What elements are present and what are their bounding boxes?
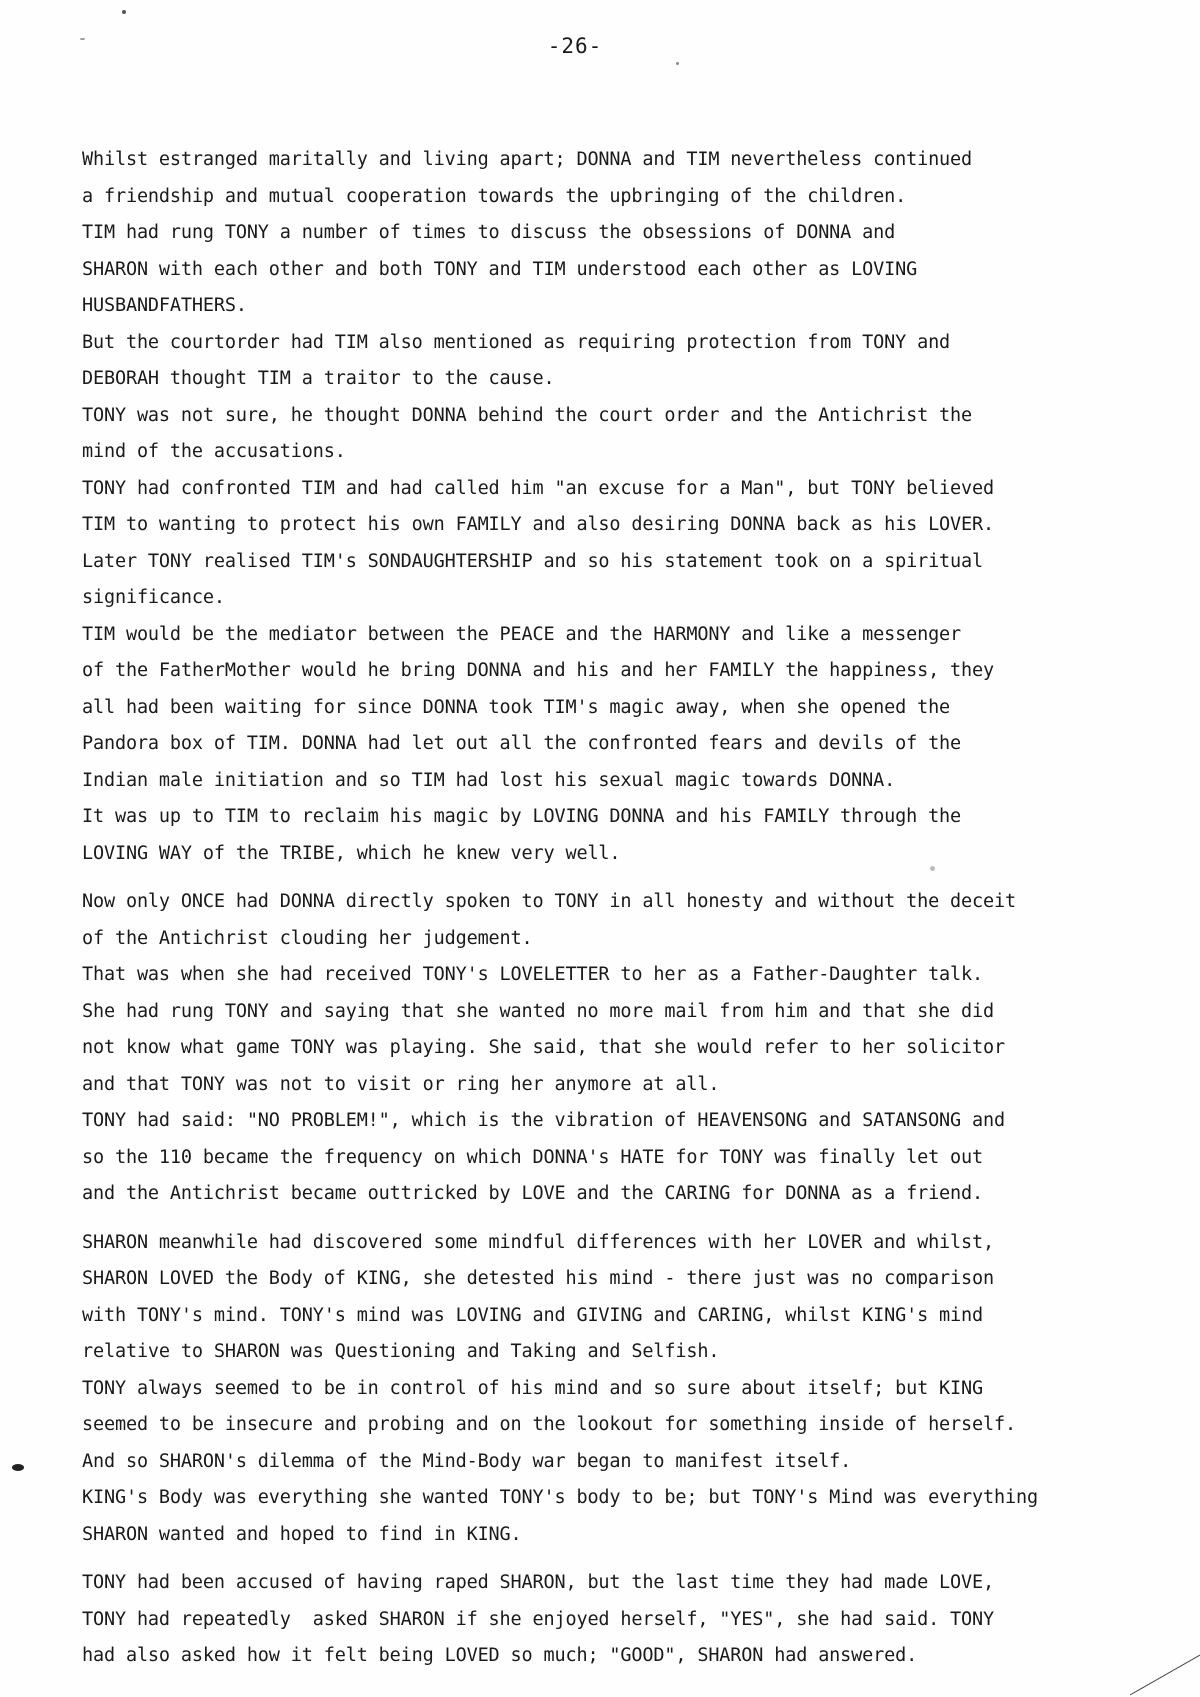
text-line: TONY always seemed to be in control of his mind and so sure about itself; but KING: [82, 1377, 984, 1399]
text-line: TIM to wanting to protect his own FAMILY and also desiring DONNA back as his LOVER.: [82, 514, 994, 535]
paragraph-gap: [82, 1213, 1162, 1225]
text-line: TONY had been accused of having raped SHARON, but the last time they had made LOVE,: [82, 1572, 994, 1593]
text-line: so the 110 became the frequency on which DONNA's HATE for TONY was finally let out: [82, 1146, 984, 1168]
paragraph: [82, 884, 1162, 1213]
text-line: Indian male initiation and so TIM had lost his sexual magic towards DONNA.: [82, 769, 896, 791]
paragraph-gap: [82, 872, 1162, 884]
text-line: It was up to TIM to reclaim his magic by LOVING DONNA and his FAMILY through the: [82, 806, 962, 827]
paragraph-gap: [82, 1553, 1162, 1565]
paragraph: [82, 142, 1162, 872]
text-line: LOVING WAY of the TRIBE, which he knew very well.: [82, 842, 621, 864]
text-line: Later TONY realised TIM's SONDAUGHTERSHIP and so his statement took on a spiritual: [82, 550, 984, 572]
scan-speck: [12, 1464, 24, 1471]
text-line: TONY had repeatedly asked SHARON if she enjoyed herself, "YES", she had said. TONY: [82, 1608, 994, 1630]
text-line: all had been waiting for since DONNA took TIM's magic away, when she opened the: [82, 696, 951, 718]
text-line: Whilst estranged maritally and living apart; DONNA and TIM nevertheless continued: [82, 149, 973, 170]
text-line: TONY was not sure, he thought DONNA behind the court order and the Antichrist the: [82, 404, 973, 426]
text-line: a friendship and mutual cooperation towards the upbringing of the children.: [82, 185, 907, 207]
text-line: had also asked how it felt being LOVED so much; "GOOD", SHARON had answered.: [82, 1645, 918, 1666]
text-line: relative to SHARON was Questioning and Taking and Selfish.: [82, 1341, 720, 1362]
text-line: And so SHARON's dilemma of the Mind-Body war began to manifest itself.: [82, 1450, 852, 1472]
paragraph: [82, 1225, 1162, 1554]
text-line: of the FatherMother would he bring DONNA and his and her FAMILY the happiness, they: [82, 660, 994, 681]
text-line: TIM had rung TONY a number of times to discuss the obsessions of DONNA and: [82, 222, 896, 243]
scan-speck: [676, 62, 679, 65]
text-line: SHARON with each other and both TONY and TIM understood each other as LOVING: [82, 258, 918, 280]
text-line: Now only ONCE had DONNA directly spoken to TONY in all honesty and without the deceit: [82, 891, 1016, 912]
text-line: with TONY's mind. TONY's mind was LOVING and GIVING and CARING, whilst KING's mind: [82, 1304, 984, 1326]
text-line: KING's Body was everything she wanted TONY's body to be; but TONY's Mind was everything: [82, 1487, 1038, 1508]
text-line: But the courtorder had TIM also mentioned as requiring protection from TONY and: [82, 331, 951, 353]
text-line: TONY had said: "NO PROBLEM!", which is the vibration of HEAVENSONG and SATANSONG and: [82, 1110, 1005, 1131]
page-number: -26-: [547, 34, 603, 58]
text-line: That was when she had received TONY's LOVELETTER to her as a Father-Daughter talk.: [82, 964, 984, 985]
text-line: DEBORAH thought TIM a traitor to the cause.: [82, 368, 555, 389]
text-line: seemed to be insecure and probing and on the lookout for something inside of herself.: [82, 1414, 1016, 1435]
text-line: not know what game TONY was playing. She said, that she would refer to her solicitor: [82, 1037, 1005, 1058]
text-line: SHARON LOVED the Body of KING, she detested his mind - there just was no comparison: [82, 1268, 994, 1289]
body-text: [82, 142, 1162, 1675]
text-line: mind of the accusations.: [82, 441, 346, 462]
text-line: Pandora box of TIM. DONNA had let out all the confronted fears and devils of the: [82, 733, 962, 754]
text-line: HUSBANDFATHERS.: [82, 295, 247, 316]
text-line: She had rung TONY and saying that she wanted no more mail from him and that she did: [82, 1000, 994, 1022]
text-line: of the Antichrist clouding her judgement.: [82, 927, 533, 949]
text-line: and the Antichrist became outtricked by LOVE and the CARING for DONNA as a friend.: [82, 1183, 984, 1204]
text-line: SHARON wanted and hoped to find in KING.: [82, 1523, 522, 1545]
scan-speck: [122, 10, 126, 14]
text-line: SHARON meanwhile had discovered some mindful differences with her LOVER and whilst,: [82, 1231, 994, 1253]
text-line: TONY had confronted TIM and had called him "an excuse for a Man", but TONY believed: [82, 477, 994, 499]
paragraph: [82, 1565, 1162, 1675]
text-line: and that TONY was not to visit or ring her anymore at all.: [82, 1073, 720, 1095]
text-line: significance.: [82, 587, 225, 608]
text-line: TIM would be the mediator between the PEACE and the HARMONY and like a messenger: [82, 623, 962, 645]
page-fold-line: [1110, 1637, 1200, 1697]
